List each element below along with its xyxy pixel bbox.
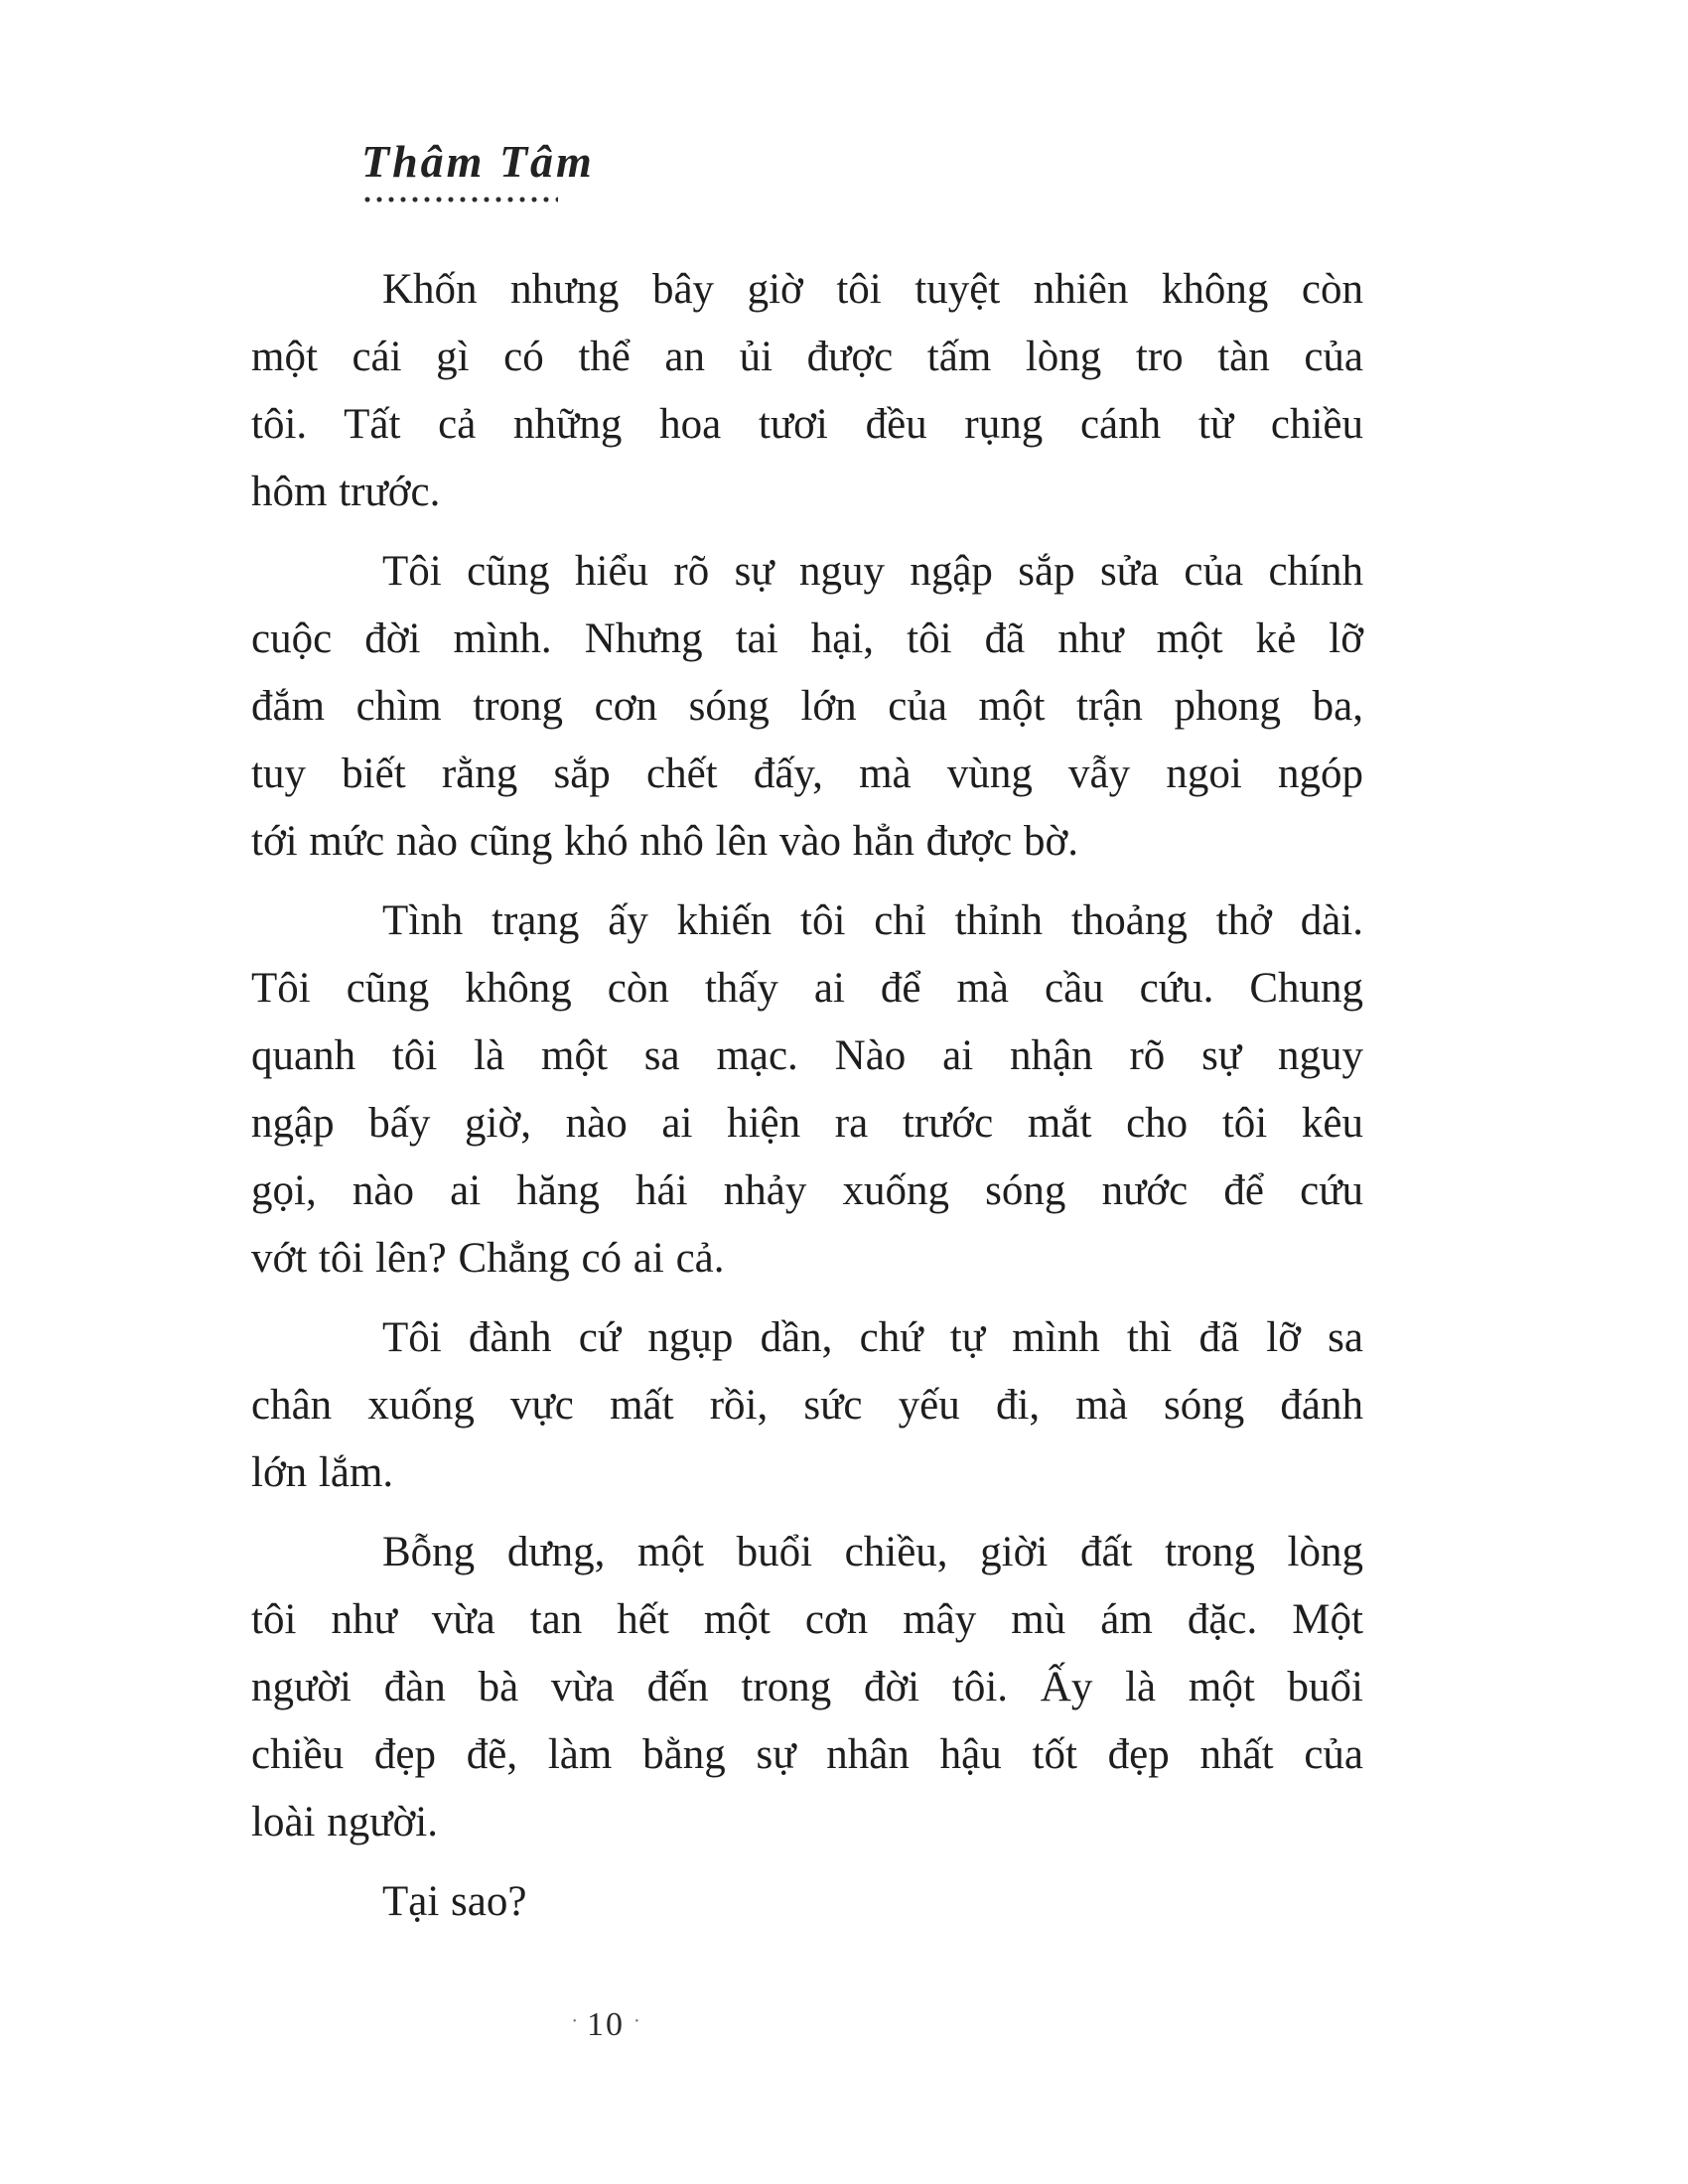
- paragraph: [251, 1304, 1363, 1507]
- text-line: tôi như vừa tan hết một cơn mây mù ám đặc. Một: [251, 1596, 1363, 1643]
- text-line: quanh tôi là một sa mạc. Nào ai nhận rõ sự nguy: [251, 1032, 1363, 1079]
- page-footer: [536, 1999, 675, 2047]
- text-line: Tôi cũng hiểu rõ sự nguy ngập sắp sửa của chính: [382, 548, 1363, 595]
- text-line: gọi, nào ai hăng hái nhảy xuống sóng nước để cứu: [251, 1167, 1363, 1214]
- text-line: lớn lắm.: [251, 1449, 394, 1496]
- text-line: Tình trạng ấy khiến tôi chỉ thỉnh thoảng thở dài.: [382, 897, 1363, 944]
- text-line: một cái gì có thể an ủi được tấm lòng tro tàn của: [251, 334, 1363, 380]
- page-header: [361, 137, 595, 204]
- text-line: loài người.: [251, 1799, 438, 1845]
- text-line: Khốn nhưng bây giờ tôi tuyệt nhiên không còn: [382, 266, 1363, 313]
- text-line: người đàn bà vừa đến trong đời tôi. Ấy là một buổi: [251, 1664, 1363, 1710]
- body-text: [251, 256, 1363, 1948]
- paragraph: [251, 256, 1363, 526]
- text-line: Bỗng dưng, một buổi chiều, giời đất trong lòng: [382, 1529, 1363, 1575]
- text-line: tới mức nào cũng khó nhô lên vào hẳn được bờ.: [251, 818, 1078, 865]
- paragraph: [251, 887, 1363, 1293]
- footer-right-dot: ·: [633, 2010, 640, 2032]
- footer-left-dot: ·: [571, 2010, 578, 2032]
- text-line: tôi. Tất cả những hoa tươi đều rụng cánh từ chiều: [251, 401, 1363, 448]
- text-line: ngập bấy giờ, nào ai hiện ra trước mắt cho tôi kêu: [251, 1100, 1363, 1147]
- text-line: đắm chìm trong cơn sóng lớn của một trận phong ba,: [251, 683, 1363, 730]
- author-name: Thâm Tâm: [361, 136, 595, 187]
- page-number: 10: [587, 2006, 625, 2043]
- paragraph: [251, 538, 1363, 876]
- text-line: cuộc đời mình. Nhưng tai hại, tôi đã như một kẻ lỡ: [251, 615, 1363, 662]
- text-line: hôm trước.: [251, 469, 441, 515]
- text-line: chân xuống vực mất rồi, sức yếu đi, mà sóng đánh: [251, 1382, 1363, 1429]
- text-line: Tại sao?: [382, 1878, 527, 1925]
- text-line: Tôi đành cứ ngụp dần, chứ tự mình thì đã lỡ sa: [382, 1314, 1363, 1361]
- paragraph: [251, 1519, 1363, 1856]
- text-line: Tôi cũng không còn thấy ai để mà cầu cứu. Chung: [251, 965, 1363, 1012]
- text-line: chiều đẹp đẽ, làm bằng sự nhân hậu tốt đẹp nhất của: [251, 1731, 1363, 1778]
- dotted-rule: [361, 196, 558, 204]
- paragraph: [251, 1868, 1363, 1936]
- text-line: vớt tôi lên? Chẳng có ai cả.: [251, 1235, 725, 1282]
- text-line: tuy biết rằng sắp chết đấy, mà vùng vẫy ngoi ngóp: [251, 751, 1363, 797]
